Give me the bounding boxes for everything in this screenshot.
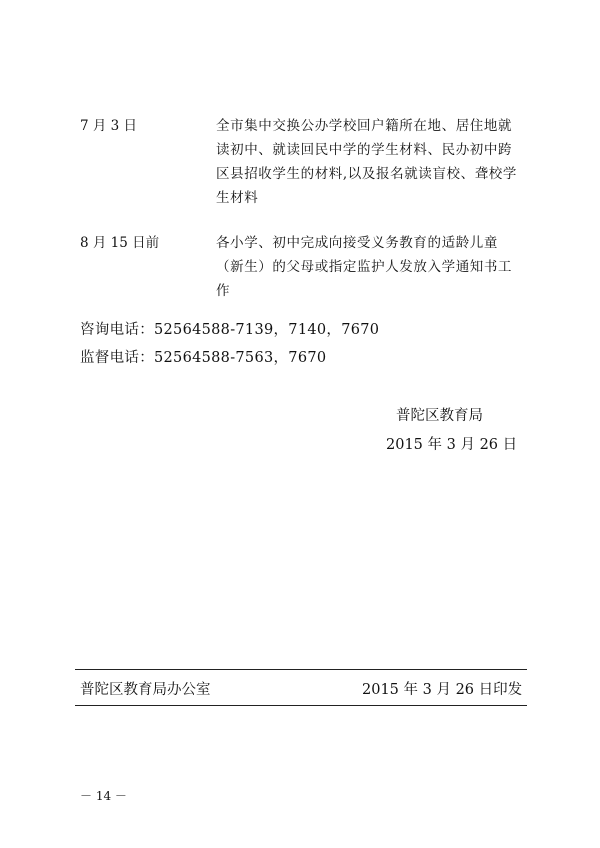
schedule-row-1-description: 全市集中交换公办学校回户籍所在地、居住地就读初中、就读回民中学的学生材料、民办初中跨区县招收学生的材料,以及报名就读盲校、聋校学生材料 — [216, 118, 517, 206]
schedule-row-2-date: 8 月 15 日前 — [80, 235, 160, 251]
schedule-row-2-description: 各小学、初中完成向接受义务教育的适龄儿童（新生）的父母或指定监护人发放入学通知书工作 — [216, 235, 513, 299]
supervision-phone: 监督电话：52564588-7563，7670 — [80, 350, 327, 366]
footer-issue-date: 2015 年 3 月 26 日印发 — [362, 682, 523, 698]
footer-bottom-rule — [75, 705, 527, 706]
signature-organization: 普陀区教育局 — [396, 408, 483, 424]
signature-date: 2015 年 3 月 26 日 — [386, 437, 518, 453]
footer-issuing-office: 普陀区教育局办公室 — [80, 682, 211, 698]
inquiry-phone: 咨询电话：52564588-7139，7140，7670 — [80, 322, 380, 338]
page-number: － 14 － — [80, 789, 127, 803]
footer-top-rule — [75, 669, 527, 670]
schedule-row-1-date: 7 月 3 日 — [80, 118, 138, 134]
